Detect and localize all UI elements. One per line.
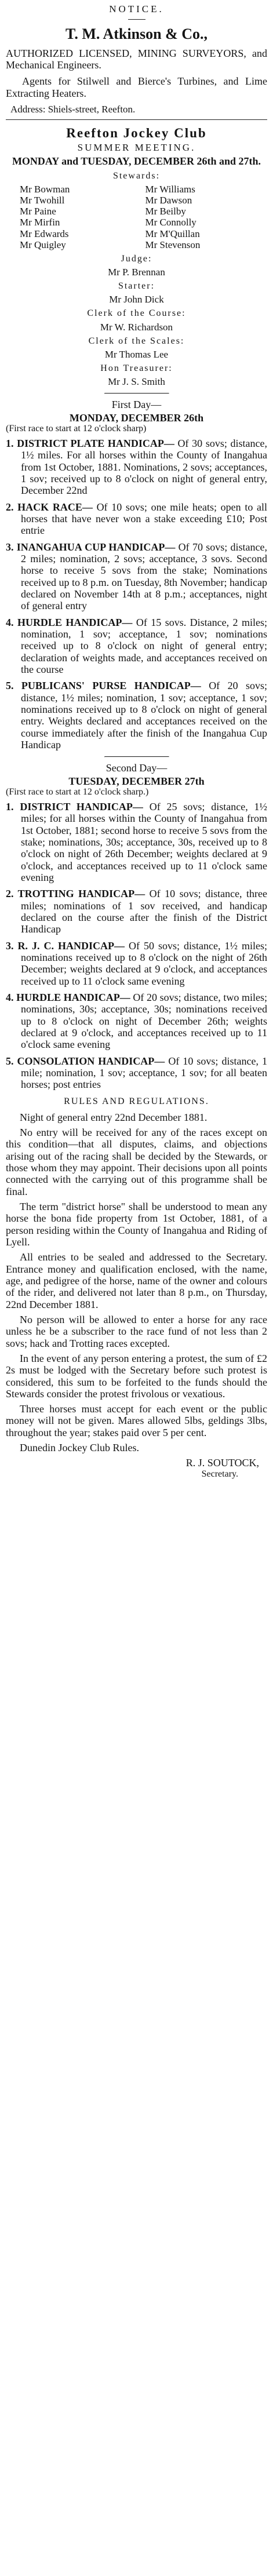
rules-paragraph: In the event of any person entering a protest, the sum of £2 2s must be lodged with the Secretary before such protest is considered, this sum to be forfeited to the funds should the Stewards consider the protest frivolous or vexatious.	[6, 1352, 267, 1400]
steward: Mr Beilby	[145, 206, 186, 217]
race-title: 4. HURDLE HANDICAP—	[6, 616, 133, 628]
race-details: Of 20 sovs; distance, 1½ miles; nomination, 1 sov; acceptance, 1 sov; nominations received up to 8 o'clock on night of general entry. Weights declared and acceptances received on the course immediately after the finish of the Inangahua Cup Handicap	[21, 680, 268, 750]
day1-start-note: (First race to start at 12 o'clock sharp)	[6, 423, 147, 433]
steward: Mr Bowman	[20, 183, 70, 195]
day2-date: TUESDAY, DECEMBER 27th	[68, 775, 205, 787]
day2-label: Second Day—	[105, 762, 168, 774]
club-title: Reefton Jockey Club	[66, 126, 207, 141]
race-title: 1. DISTRICT PLATE HANDICAP—	[6, 438, 174, 450]
divider	[128, 19, 145, 20]
race-details: Of 30 sovs; distance, 1½ miles. For all horses within the County of Inangahua from 1st October, 1881. Nominations, 2 sovs; acceptances, 1 sov; received up to 8 o'clock on night of general entry, December 22nd	[21, 438, 267, 497]
treasurer-heading: Hon Treasurer:	[100, 363, 173, 374]
race-details: Of 25 sovs; distance, 1½ miles; for all horses within the County of Inangahua from 1st October, 1881; second horse to receive 5 sovs from the stake; nominations, 30s; acceptance, 30s, received up to 8 o'clock on night of 26th December; weights declared at 9 o'clock, and acceptances received up to 11 o'clock same evening	[21, 800, 268, 883]
race-entry	[6, 888, 267, 935]
meeting-dates: MONDAY and TUESDAY, DECEMBER 26th and 27th.	[12, 155, 261, 167]
race-entry	[6, 680, 267, 750]
race-details: Of 50 sovs; distance, 1½ miles; nominations received up to 8 o'clock on the night of 26th December; weights declared at 9 o'clock, and acceptances received up to 11 o'clock same evening	[21, 939, 268, 987]
judge-heading: Judge:	[121, 253, 152, 264]
race-details: Of 15 sovs. Distance, 2 miles; nomination, 1 sov; acceptance, 1 sov; nominations received up to 8 o'clock on night of general entry; declaration of weights made, and acceptances received on the course	[21, 616, 267, 675]
clerk-course-heading: Clerk of the Course:	[87, 308, 186, 319]
race-title: 4. HURDLE HANDICAP—	[6, 991, 130, 1003]
company-intro: AUTHORIZED LICENSED, MINING SURVEYORS, and Mechanical Engineers.	[6, 47, 267, 71]
race-title: 1. DISTRICT HANDICAP—	[6, 800, 143, 812]
rules-paragraph: No entry will be received for any of the races except on this condition—that all disputes, claims, and objections arising out of the racing shall be decided by the Stewards, or those whom they may appoint. Their decisions upon all points connected with the carrying out of this programme shall be final.	[6, 1126, 267, 1197]
day1-date: MONDAY, DECEMBER 26th	[69, 411, 204, 424]
race-title: 3. R. J. C. HANDICAP—	[6, 939, 125, 952]
steward: Mr Mirfin	[20, 217, 60, 228]
company-address: Address: Shiels-street, Reefton.	[10, 103, 136, 115]
race-entry	[6, 438, 267, 497]
company-name: T. M. Atkinson & Co.,	[65, 25, 208, 43]
clerk-scales-name: Mr Thomas Lee	[104, 348, 169, 360]
race-details: Of 10 sovs; distance, 1 mile; nomination, 1 sov; acceptance, 1 sov; for all beaten horses; post entries	[21, 1055, 267, 1091]
steward: Mr Dawson	[145, 194, 192, 206]
meeting-title: SUMMER MEETING.	[77, 142, 196, 154]
day1-label: First Day—	[111, 399, 162, 411]
steward: Mr Twohill	[20, 194, 65, 206]
clerk-scales-heading: Clerk of the Scales:	[88, 336, 185, 346]
steward: Mr Connolly	[145, 217, 196, 228]
race-entry	[6, 501, 267, 537]
race-title: 5. CONSOLATION HANDICAP—	[6, 1055, 165, 1067]
race-title: 3. INANGAHUA CUP HANDICAP—	[6, 541, 176, 553]
steward: Mr Williams	[145, 183, 195, 195]
stewards-list	[6, 184, 267, 250]
rules-heading: RULES AND REGULATIONS.	[64, 1096, 209, 1106]
secretary-title: Secretary.	[201, 1469, 238, 1479]
steward: Mr M'Quillan	[145, 228, 200, 239]
steward: Mr Stevenson	[145, 239, 201, 250]
rules-paragraph: No person will be allowed to enter a horse for any race unless he be a subscriber to the race fund of not less than 2 sovs; hack and Trotting races excepted.	[6, 1313, 267, 1349]
race-details: Of 10 sovs; distance, three miles; nominations of 1 sov received, and handicap declared on the course after the finish of the District Handicap	[21, 888, 268, 935]
rules-paragraph: Three horses must accept for each event or the public money will not be given. Mares allowed 5lbs, geldings 3lbs, throughout the year; stakes paid over 5 per cent.	[6, 1403, 267, 1438]
steward: Mr Paine	[20, 206, 56, 217]
day2-start-note: (First race to start at 12 o'clock sharp.)	[6, 786, 149, 797]
rules-paragraph: All entries to be sealed and addressed to the Secretary. Entrance money and qualification enclosed, with the name, age, and pedigree of the horse, name of the owner and colours of the rider, and delivered not later than 8 p.m., on Thursday, 22nd December 1881.	[6, 1251, 267, 1310]
race-details: Of 70 sovs; distance, 2 miles; nomination, 2 sovs; acceptance, 3 sovs. Second horse to receive 5 sovs from the stake; Nominations received up to 8 p.m. on Tuesday, 8th November; handicap declared on November 14th at 8 p.m.; acceptances, night of general entry	[21, 541, 268, 612]
stewards-heading: Stewards:	[112, 170, 161, 181]
race-entry	[6, 940, 267, 987]
steward: Mr Quigley	[20, 239, 66, 250]
clerk-course-name: Mr W. Richardson	[100, 321, 173, 333]
rules-paragraph: Dunedin Jockey Club Rules.	[20, 1442, 139, 1454]
steward: Mr Edwards	[20, 228, 69, 239]
race-title: 2. TROTTING HANDICAP—	[6, 888, 145, 900]
race-entry	[6, 541, 267, 612]
agents-text: Agents for Stilwell and Bierce's Turbines, and Lime Extracting Heaters.	[6, 75, 267, 99]
rules-paragraph: Night of general entry 22nd December 1881.	[20, 1111, 208, 1123]
treasurer-name: Mr J. S. Smith	[108, 376, 165, 388]
race-entry	[6, 1055, 267, 1091]
rules-paragraph: The term "district horse" shall be understood to mean any horse the bona fide property from 1st October, 1881, of a person residing within the County of Inangahua and Riding of Lyell.	[6, 1200, 267, 1248]
judge-name: Mr P. Brennan	[108, 266, 165, 278]
race-title: 2. HACK RACE—	[6, 501, 93, 513]
race-details: Of 20 sovs; distance, two miles; nominations, 30s; acceptance, 30s; nominations received up to 8 o'clock on night of December 26th; weights declared at 9 o'clock, and acceptances received up to 11 o'clock same evening	[21, 991, 267, 1051]
section-divider	[6, 119, 267, 120]
starter-name: Mr John Dick	[109, 294, 164, 305]
race-entry	[6, 801, 267, 883]
notice-heading: NOTICE.	[109, 3, 164, 14]
starter-heading: Starter:	[118, 281, 155, 292]
race-entry	[6, 992, 267, 1051]
race-title: 5. PUBLICANS' PURSE HANDICAP—	[6, 680, 201, 692]
race-entry	[6, 617, 267, 676]
divider	[104, 393, 169, 394]
secretary-signature: R. J. SOUTOCK,	[185, 1457, 259, 1469]
race-details: Of 10 sovs; one mile heats; open to all horses that have never won a stake exceeding £10; Post entrie	[21, 501, 267, 537]
divider	[104, 756, 169, 757]
